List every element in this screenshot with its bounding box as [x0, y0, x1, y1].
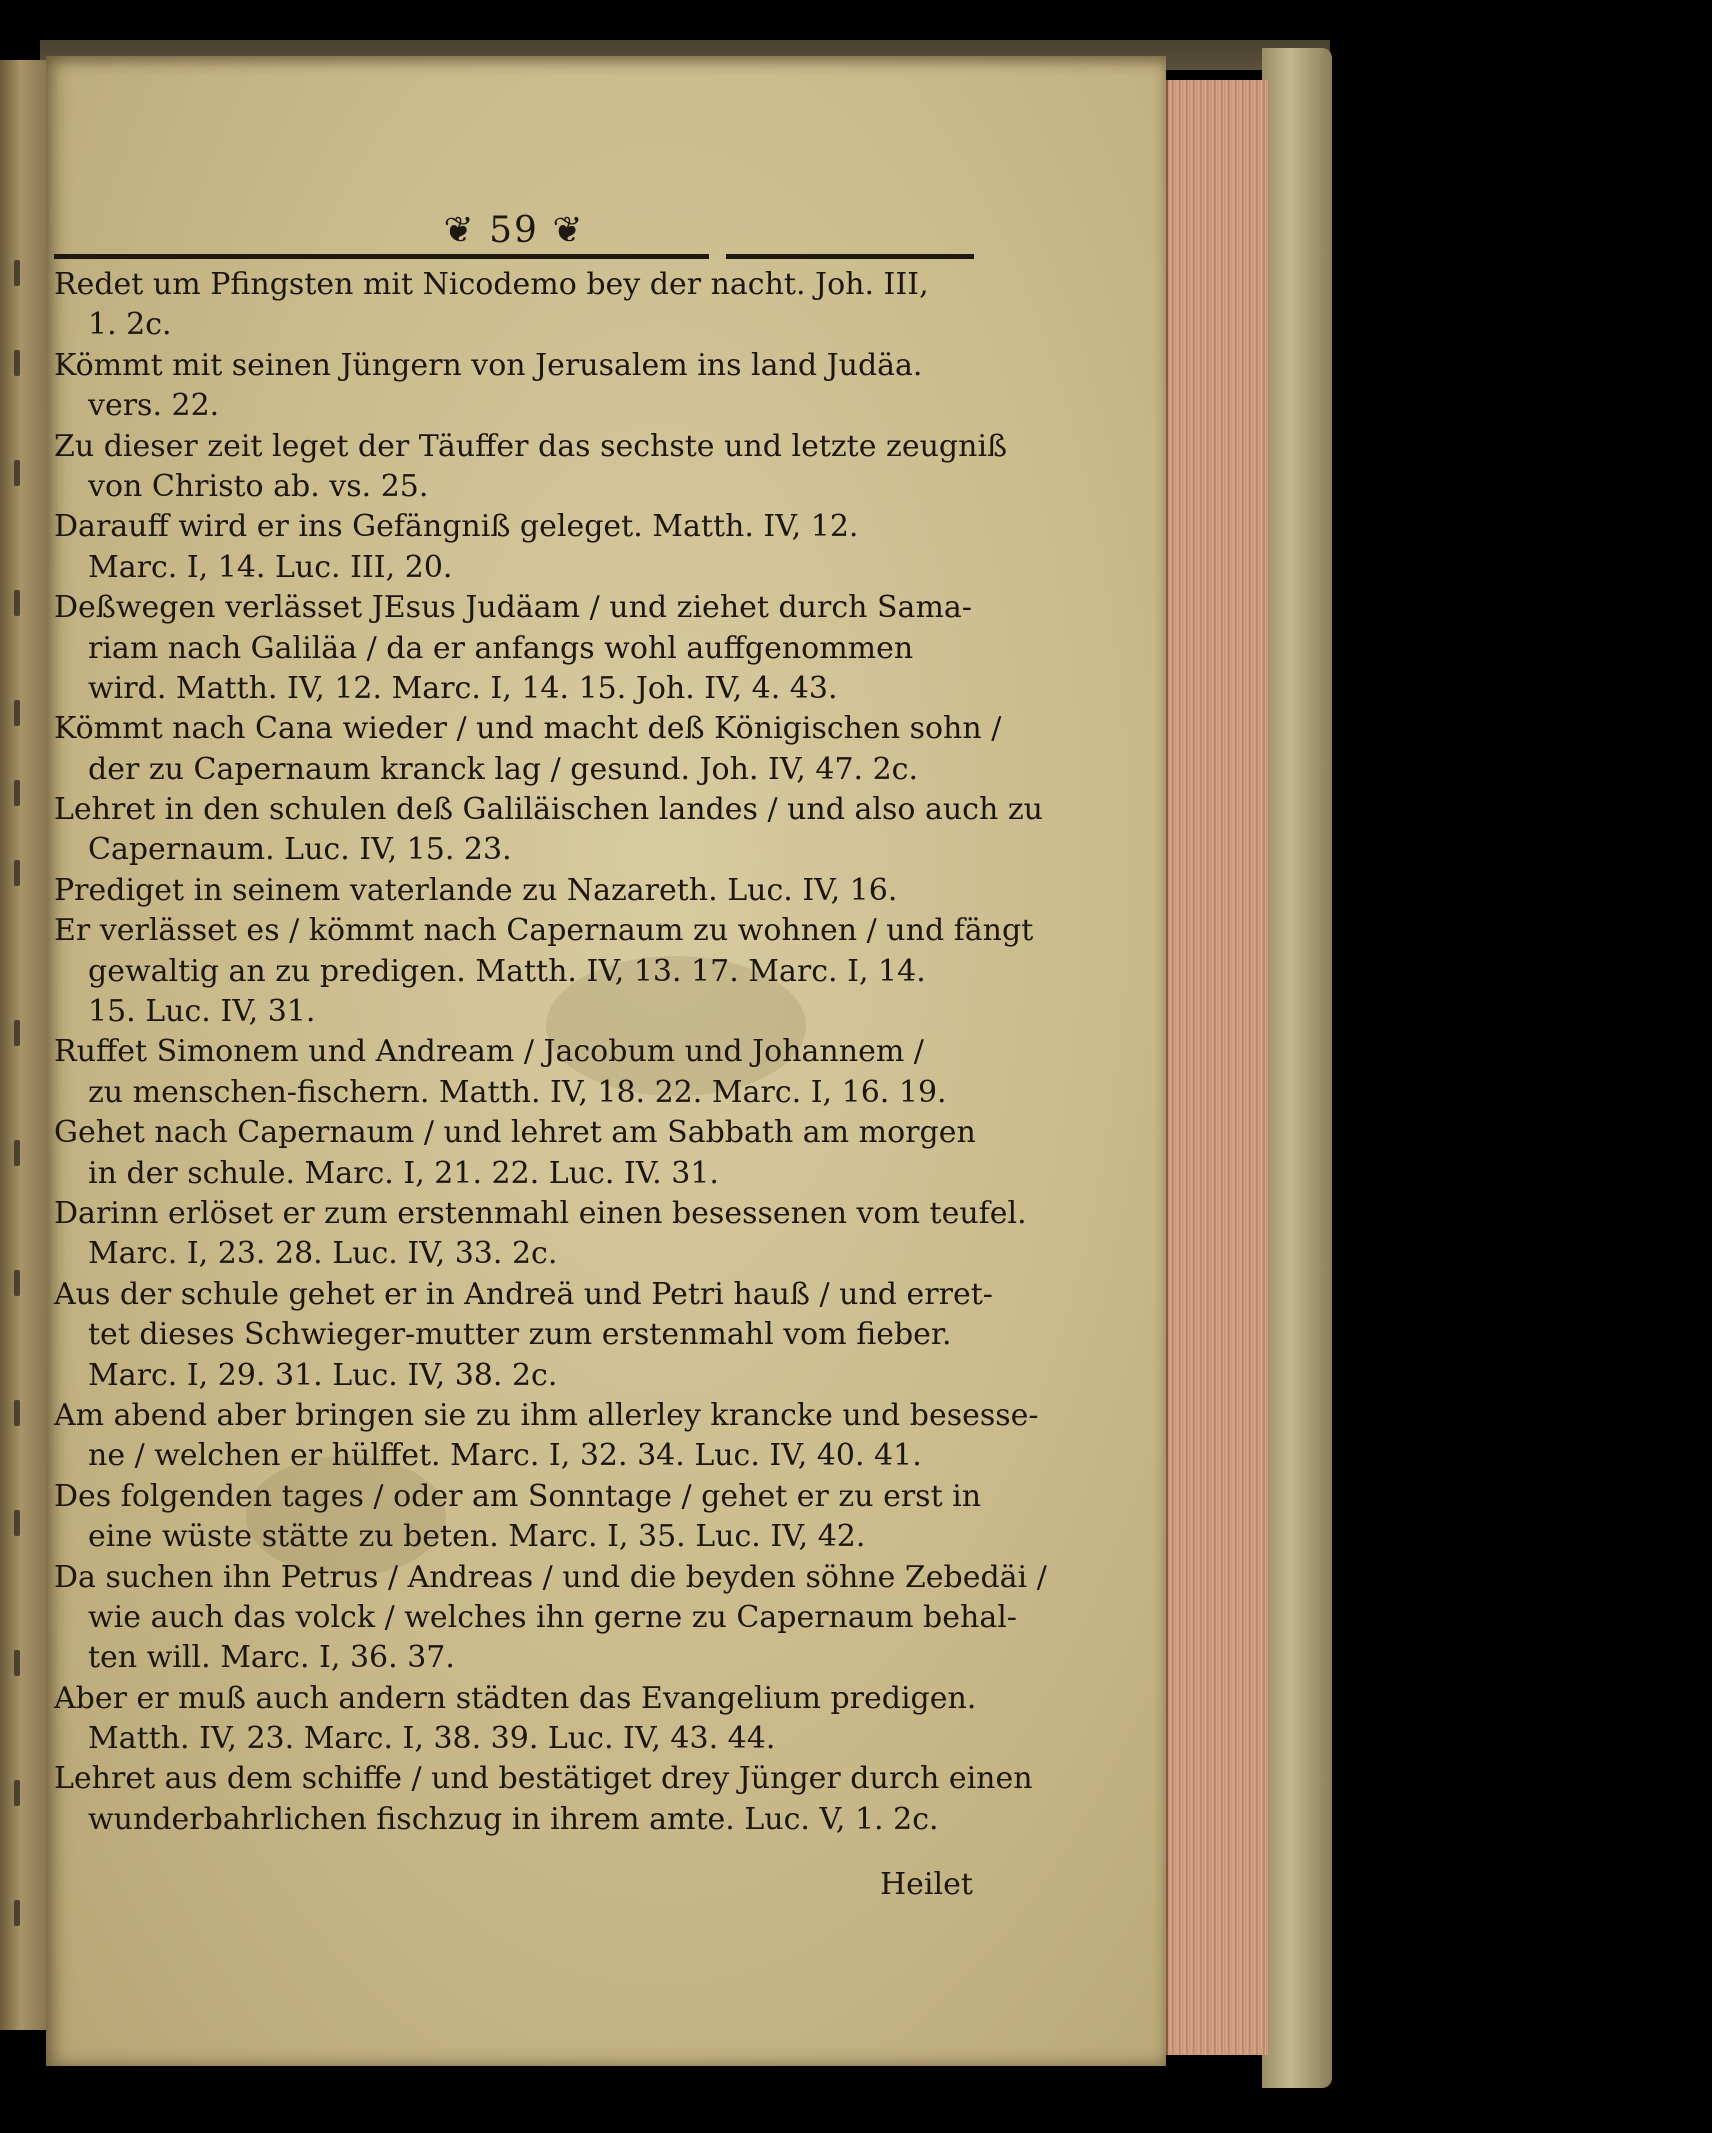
text-line: Lehret in den schulen deß Galiläischen landes / und also auch zu	[54, 792, 1043, 828]
text-line: 1. 2c.	[88, 307, 172, 343]
text-line: Gehet nach Capernaum / und lehret am Sabbath am morgen	[54, 1115, 976, 1151]
text-line: Ruffet Simonem und Andream / Jacobum und Johannem /	[54, 1034, 924, 1070]
text-line: wie auch das volck / welches ihn gerne zu Capernaum behal-	[88, 1599, 1017, 1635]
text-line: Redet um Pfingsten mit Nicodemo bey der nacht. Joh. III,	[54, 267, 929, 302]
text-line: Da suchen ihn Petrus / Andreas / und die beyden söhne Zebedäi /	[54, 1559, 1047, 1595]
text-line: Marc. I, 14. Luc. III, 20.	[88, 549, 453, 585]
text-line: ten will. Marc. I, 36. 37.	[88, 1640, 455, 1676]
catchword: Heilet	[880, 1867, 973, 1902]
text-line: vers. 22.	[88, 388, 220, 424]
text-line: in der schule. Marc. I, 21. 22. Luc. IV. 31.	[88, 1155, 719, 1191]
text-line: tet dieses Schwieger-mutter zum erstenmahl vom fieber.	[88, 1317, 952, 1353]
text-line: Kömmt mit seinen Jüngern von Jerusalem ins land Judäa.	[54, 347, 923, 383]
text-line: der zu Capernaum kranck lag / gesund. Joh. IV, 47. 2c.	[88, 751, 919, 787]
header-rule-right	[726, 254, 974, 259]
text-line: gewaltig an zu predigen. Matth. IV, 13. 17. Marc. I, 14.	[88, 953, 926, 989]
text-line: Marc. I, 29. 31. Luc. IV, 38. 2c.	[88, 1357, 558, 1393]
text-line: Darinn erlöset er zum erstenmahl einen besessenen vom teufel.	[54, 1195, 1027, 1231]
text-line: Des folgenden tages / oder am Sonntage / gehet er zu erst in	[54, 1478, 982, 1514]
text-line: zu menschen-fischern. Matth. IV, 18. 22. Marc. I, 16. 19.	[88, 1074, 947, 1110]
page-text-body	[54, 265, 1047, 1840]
text-line: wird. Matth. IV, 12. Marc. I, 14. 15. Joh. IV, 4. 43.	[88, 670, 838, 706]
page-number: ❦ 59 ❦	[443, 210, 585, 251]
text-line: Capernaum. Luc. IV, 15. 23.	[88, 832, 512, 868]
header-rule-left	[54, 254, 709, 259]
text-line: von Christo ab. vs. 25.	[88, 468, 429, 504]
previous-page-edge	[0, 60, 48, 2030]
text-line: Kömmt nach Cana wieder / und macht deß Königischen sohn /	[54, 711, 1002, 747]
page-stack-fore-edge	[1166, 80, 1268, 2055]
text-line: ne / welchen er hülffet. Marc. I, 32. 34. Luc. IV, 40. 41.	[88, 1438, 922, 1474]
text-line: Marc. I, 23. 28. Luc. IV, 33. 2c.	[88, 1236, 558, 1272]
text-line: wunderbahrlichen fischzug in ihrem amte. Luc. V, 1. 2c.	[88, 1801, 939, 1837]
text-line: Aber er muß auch andern städten das Evangelium predigen.	[54, 1680, 977, 1716]
previous-page-marks	[6, 260, 36, 1960]
text-line: Matth. IV, 23. Marc. I, 38. 39. Luc. IV, 43. 44.	[88, 1721, 776, 1757]
text-line: Er verlässet es / kömmt nach Capernaum zu wohnen / und fängt	[54, 913, 1034, 949]
text-line: Am abend aber bringen sie zu ihm allerley krancke und besesse-	[54, 1397, 1039, 1433]
text-line: Zu dieser zeit leget der Täuffer das sechste und letzte zeugniß	[54, 428, 1008, 464]
text-line: 15. Luc. IV, 31.	[88, 994, 316, 1030]
page-header	[54, 210, 974, 256]
text-line: Darauff wird er ins Gefängniß geleget. Matth. IV, 12.	[54, 509, 859, 545]
text-line: Prediget in seinem vaterlande zu Nazareth. Luc. IV, 16.	[54, 872, 898, 908]
text-line: Deßwegen verlässet JEsus Judäam / und ziehet durch Sama-	[54, 590, 972, 626]
text-line: Lehret aus dem schiffe / und bestätiget drey Jünger durch einen	[54, 1761, 1033, 1797]
book-cover-edge	[1262, 48, 1332, 2088]
text-line: Aus der schule gehet er in Andreä und Petri hauß / und erret-	[54, 1276, 993, 1312]
text-line: eine wüste stätte zu beten. Marc. I, 35. Luc. IV, 42.	[88, 1519, 866, 1555]
text-line: riam nach Galiläa / da er anfangs wohl auffgenommen	[88, 630, 914, 666]
